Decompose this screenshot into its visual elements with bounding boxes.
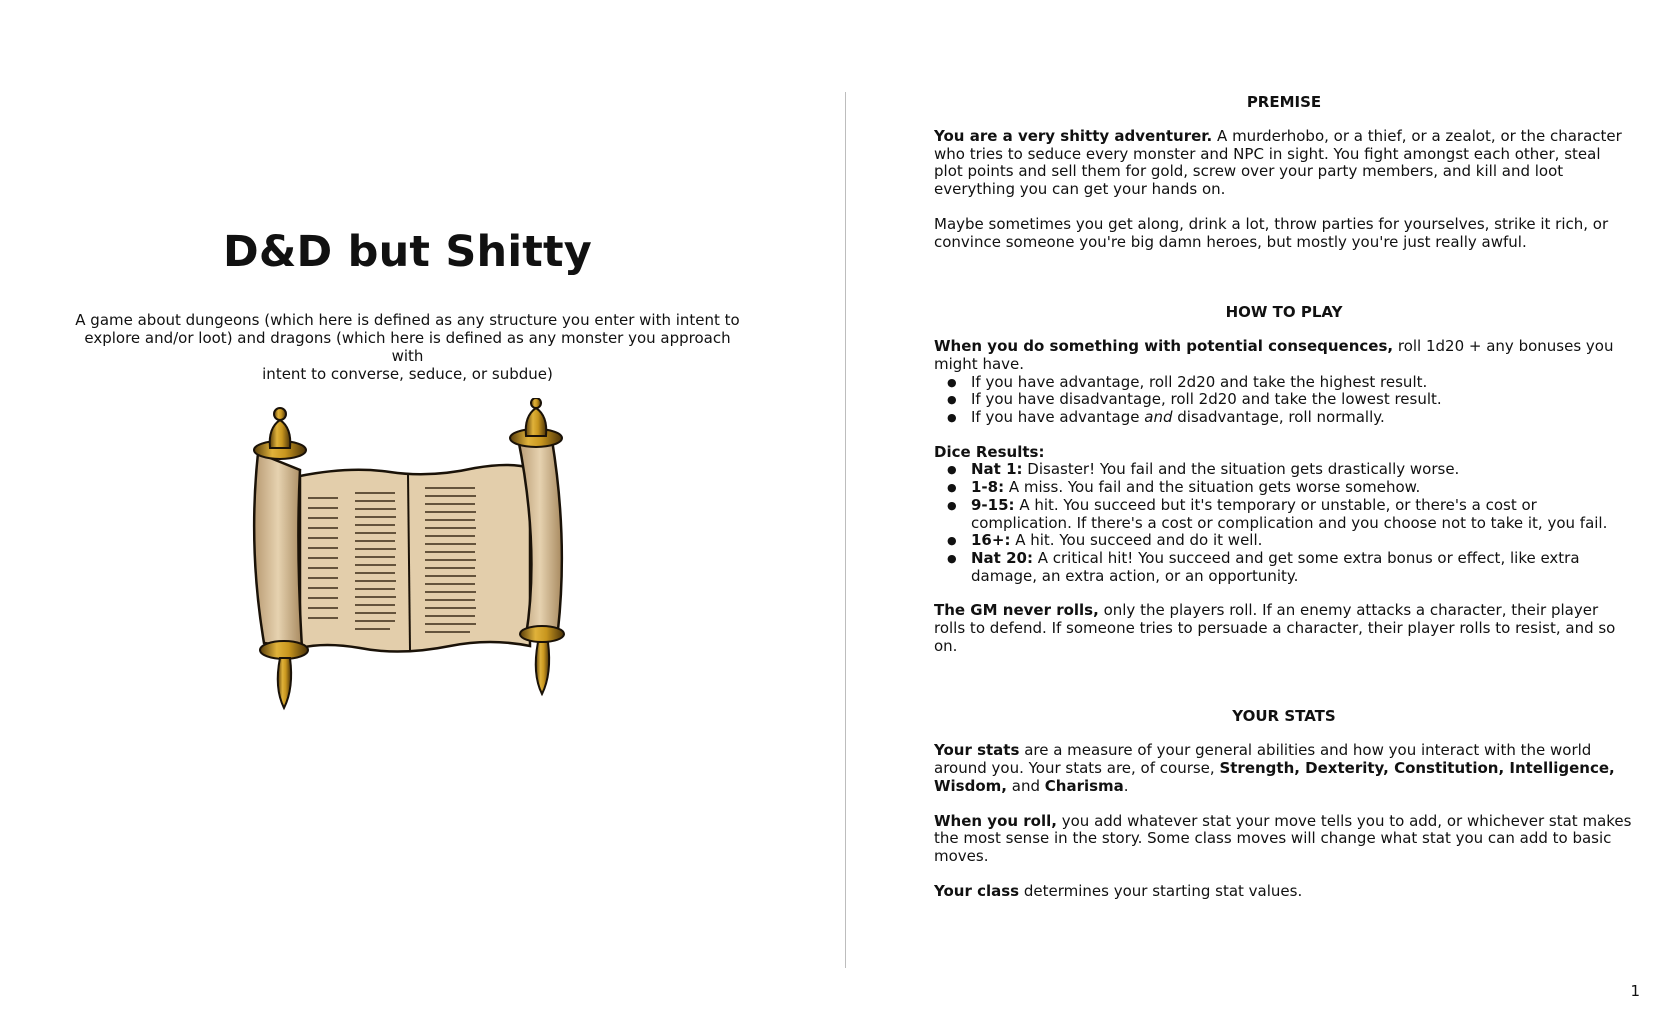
- subtitle-line: explore and/or loot) and dragons (which here is defined as any monster you approach with: [84, 329, 731, 365]
- list-item: ● If you have disadvantage, roll 2d20 and take the lowest result.: [934, 391, 1634, 409]
- premise-paragraph-2: Maybe sometimes you get along, drink a lot, throw parties for yourselves, strike it rich, or convince someone you're big damn heroes, but mostly you're just really awful.: [934, 214, 1609, 251]
- result-label: 1-8:: [971, 478, 1005, 497]
- result-text: A miss. You fail and the situation gets worse somehow.: [1004, 478, 1421, 497]
- rule-emphasis: and: [1144, 408, 1173, 427]
- result-label: Nat 20:: [971, 548, 1033, 567]
- stats-text: .: [1123, 776, 1129, 795]
- stats-names: Strength, Dexterity, Constitution, Intelligence, Wisdom,: [934, 759, 1615, 795]
- dice-results-heading: Dice Results:: [934, 442, 1045, 461]
- result-text: A hit. You succeed and do it well.: [1010, 531, 1263, 550]
- subtitle-line: A game about dungeons (which here is defined as any structure you enter with intent to: [75, 311, 740, 329]
- premise-text: A murderhobo, or a thief, or a zealot, or the character who tries to seduce every monster and NPC in sight. You fight amongst each other, steal plot points and sell them for gold, screw over your party members, and kill and loot everything you can get your hands on.: [934, 127, 1622, 199]
- premise-lead: You are a very shitty adventurer.: [934, 127, 1213, 145]
- subtitle: [70, 311, 745, 383]
- stats-lead: Your stats: [934, 741, 1020, 760]
- roll-intro-text: roll 1d20 + any bonuses you might have.: [934, 337, 1614, 373]
- stats-text: and: [1007, 776, 1045, 795]
- stats-paragraph-1: [934, 742, 1634, 795]
- gm-text: only the players roll. If an enemy attacks a character, their player rolls to defend. If someone tries to persuade a character, their player rolls to resist, and so on.: [934, 601, 1616, 655]
- result-label: 16+:: [971, 531, 1011, 550]
- page-title: D&D but Shitty: [222, 227, 593, 277]
- list-item: [934, 461, 1634, 479]
- list-item: [934, 409, 1634, 427]
- list-item: [934, 550, 1634, 585]
- list-item: ● If you have advantage, roll 2d20 and take the highest result.: [934, 374, 1634, 392]
- rule-text: If you have advantage: [971, 408, 1145, 427]
- dice-results-block: [934, 444, 1634, 586]
- result-label: 9-15:: [971, 495, 1015, 514]
- class-lead: Your class: [934, 881, 1020, 900]
- premise-heading: PREMISE: [1246, 93, 1322, 111]
- list-item: [934, 479, 1634, 497]
- torah-scroll-icon: [240, 398, 580, 714]
- rule-text: disadvantage, roll normally.: [1172, 408, 1385, 427]
- right-column: [934, 93, 1634, 917]
- column-divider: [845, 92, 846, 968]
- gm-lead: The GM never rolls,: [934, 601, 1099, 620]
- your-stats-heading: YOUR STATS: [1232, 707, 1336, 726]
- result-label: Nat 1:: [971, 460, 1023, 479]
- dice-results-list: [934, 461, 1634, 585]
- how-to-play-heading: HOW TO PLAY: [1225, 303, 1343, 322]
- gm-paragraph: [934, 602, 1634, 655]
- roll-intro: [934, 338, 1634, 373]
- stats-last-name: Charisma: [1044, 776, 1124, 795]
- roll-rules-block: [934, 338, 1634, 427]
- page-number: 1: [1630, 982, 1640, 1000]
- subtitle-line: intent to converse, seduce, or subdue): [262, 365, 553, 383]
- list-item: [934, 532, 1634, 550]
- premise-paragraph-1: [934, 128, 1634, 199]
- roll-text: you add whatever stat your move tells you to add, or whichever stat makes the most sense in the story. Some class moves will change what stat you can add to basic moves.: [934, 811, 1632, 865]
- roll-lead: When you roll,: [934, 811, 1057, 830]
- left-column: [70, 0, 745, 1020]
- stats-paragraph-2: [934, 813, 1634, 866]
- roll-intro-lead: When you do something with potential consequences,: [934, 337, 1394, 356]
- result-text: Disaster! You fail and the situation gets drastically worse.: [1022, 460, 1460, 479]
- class-text: determines your starting stat values.: [1019, 881, 1303, 900]
- result-text: A hit. You succeed but it's temporary or unstable, or there's a cost or complication. If there's a cost or complication and you choose not to take it, you fail.: [971, 495, 1608, 532]
- roll-rules-list: [934, 374, 1634, 427]
- result-text: A critical hit! You succeed and get some extra bonus or effect, like extra damage, an extra action, or an opportunity.: [971, 548, 1580, 585]
- stats-text: are a measure of your general abilities and how you interact with the world around you. Your stats are, of course,: [934, 741, 1592, 778]
- stats-paragraph-3: [934, 883, 1634, 901]
- list-item: [934, 497, 1634, 532]
